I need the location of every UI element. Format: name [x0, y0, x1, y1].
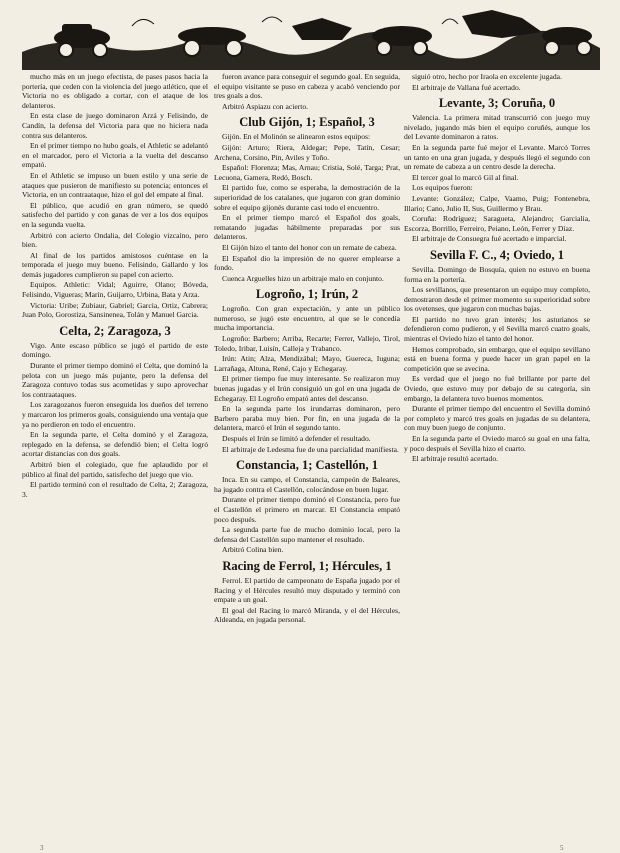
- decorative-banner-illustration: [22, 6, 600, 70]
- article-paragraph: Los zaragozanos fueron enseguida los dueños del terreno y marcaron los primeros goals, consiguiendo una ventaja que ya no perdieron en todo el encuentro.: [22, 400, 208, 429]
- article-paragraph: Hemos comprobado, sin embargo, que el equipo sevillano está en buena forma y puede hacer un gran papel en la competición que se avecina.: [404, 344, 590, 373]
- article-paragraph: Cuenca Arguelles hizo un arbitraje malo en conjunto.: [222, 273, 384, 283]
- article-paragraph: Equipos. Athletic: Vidal; Aguirre, Olano; Bóveda, Felisindo, Vigueras; Marín, Guijarro, Urbina, Bata y Arza.: [22, 280, 208, 300]
- article-paragraph: El partido terminó con el resultado de Celta, 2; Zaragoza, 3.: [22, 480, 208, 499]
- article-paragraph: Coruña: Rodríguez; Saragueta, Alejandro; Garcialia, Escorza, Borrillo, Ferreiro, Peiano, León, Ferrer y Díaz.: [404, 214, 590, 233]
- article-paragraph: En el primer tiempo marcó el Español dos goals, rematando jugadas hábilmente preparadas por sus delanteros.: [214, 213, 400, 242]
- article-paragraph: Gijón. En el Molinón se alinearon estos equipos:: [222, 132, 371, 142]
- column-3: [404, 72, 590, 842]
- article-paragraph: Durante el primer tiempo dominó el Constancia, pero fue el Castellón el primero en marcar. El Constancia empató poco después.: [214, 495, 400, 524]
- article-paragraph: El arbitraje de Ledesma fue de una parcialidad manifiesta.: [222, 444, 399, 454]
- article-paragraph: El Español dio la impresión de no querer emplearse a fondo.: [214, 253, 400, 273]
- article-paragraph: En esta clase de juego dominaron Arzá y Felisindo, de Candín, la defensa del Victoria para que no hiciera nada contra sus delanteros.: [22, 111, 208, 140]
- article-paragraph: Valencia. La primera mitad transcurrió con juego muy nivelado, jugando más bien el equipo coruñés, aunque los del Levante dominaron a ratos.: [404, 113, 590, 142]
- article-paragraph: En la segunda parte fué mejor el Levante. Marcó Torres un tanto en una gran jugada, y después llegó el segundo con un remate de cabeza a un centro desde la derecha.: [404, 142, 590, 172]
- article-paragraph: siguió otro, hecho por Iraola en excelente jugada.: [412, 72, 562, 81]
- article-paragraph: El primer tiempo fue muy interesante. Se realizaron muy buenas jugadas y el Irún consiguió un gol en una jugada de Echegaray. El Logroño empató antes del descanso.: [214, 374, 400, 403]
- article-paragraph: Después el Irún se limitó a defender el resultado.: [222, 434, 371, 443]
- article-paragraph: Inca. En su campo, el Constancia, campeón de Baleares, ha jugado contra el Castellón, colocándose en buen lugar.: [214, 475, 400, 494]
- match-heading: Levante, 3; Coruña, 0: [438, 96, 556, 111]
- article-paragraph: Ferrol. El partido de campeonato de España jugado por el Racing y el Hércules resultó muy disputado y terminó con empate a un goal.: [214, 575, 400, 605]
- article-paragraph: Logroño: Barbero; Arriba, Recarte; Ferrer, Vallejo, Tirol, Toledo, Iribar, Luisín, Calleja y Trabanco.: [214, 334, 400, 353]
- article-paragraph: Los equipos fueron:: [412, 183, 473, 193]
- footer-left-mark: 3: [40, 844, 44, 852]
- article-paragraph: El goal del Racing lo marcó Miranda, y el del Hércules, Aldeanda, en jugada personal.: [214, 605, 400, 625]
- article-paragraph: Durante el primer tiempo del encuentro el Sevilla dominó por completo y marcó tres goals en jugadas de su delantera, con muy buen juego de conjunto.: [404, 404, 590, 433]
- article-paragraph: Irún: Atin; Alza, Mendizábal; Mayo, Guereca, Iuguna; Larrañaga, Altuna, René, Cajo y Echegaray.: [214, 354, 400, 373]
- article-paragraph: Logroño. Con gran expectación, y ante un público numeroso, se jugó este encuentro, al que se le concedía mucha importancia.: [214, 304, 400, 333]
- article-paragraph: El público, que acudió en gran número, se quedó satisfecho del partido y con ganas de ver a los dos equipos en la segunda vuelta.: [22, 200, 208, 229]
- match-heading: Constancia, 1; Castellón, 1: [235, 458, 379, 473]
- article-paragraph: En el primer tiempo no hubo goals, el Athletic se adelantó en el marcador, pero el Victoria a la vuelta del descanso empató.: [22, 141, 208, 170]
- article-paragraph: En la segunda parte los irundarras dominaron, pero Barbero paraba muy bien. Por fin, en una jugada de la delantera, marcó el Irún el segundo tanto.: [214, 404, 400, 433]
- article-paragraph: El partido no tuvo gran interés; los asturianos se defendieron como pudieron, y el Sevilla marcó cuatro goals, mientras el Oviedo hizo el tanto del honor.: [404, 314, 590, 344]
- article-paragraph: Arbitró Aspiazu con acierto.: [222, 101, 309, 111]
- article-paragraph: El arbitraje de Consuegra fué acertado e imparcial.: [412, 234, 567, 244]
- article-paragraph: mucho más en un juego efectista, de pases pasos hacia la portería, que ceden con la violencia del juego atlético, que el Victoria no es obligado a cortar, con el ataque de los delanteros.: [22, 72, 208, 110]
- article-paragraph: Levante: González; Calpe, Vaamo, Puig; Fontenebra, Illario; Cano, Julio II, Sus, Guillermo y Brau.: [404, 193, 590, 213]
- article-paragraph: Español: Florenza; Mas, Arnau; Cristia, Solé, Targa; Prat, Lecuona, Gamera, Redó, Bosch.: [214, 163, 400, 182]
- article-paragraph: Gijón: Arturo; Riera, Aldegar; Pepe, Tatín, Cesar; Archena, Corsino, Pin, Aviles y Toño.: [214, 142, 400, 162]
- article-paragraph: Los sevillanos, que presentaron un equipo muy completo, demostraron desde el primer momento su superioridad sobre los ovetenses, que jugaron con muchas bajas.: [404, 285, 590, 314]
- article-paragraph: Al final de los partidos amistosos cuéntase en la temporada el juego muy bueno. Felisindo, Gallardo y los demás jugadores cumplieron su papel con acierto.: [22, 250, 208, 279]
- match-heading: Logroño, 1; Irún, 2: [255, 287, 359, 302]
- article-paragraph: Vigo. Ante escaso público se jugó el partido de este domingo.: [22, 340, 208, 360]
- match-heading: Celta, 2; Zaragoza, 3: [59, 323, 171, 338]
- article-paragraph: El tercer goal lo marcó Gil al final.: [412, 172, 519, 182]
- match-heading: Sevilla F. C., 4; Oviedo, 1: [430, 247, 564, 262]
- article-paragraph: El partido fue, como se esperaba, la demostración de la superioridad de los catalanes, que jugaron con gran dominio sobre el equipo gijonés durante casi todo el encuentro.: [214, 183, 400, 212]
- column-2: [214, 72, 400, 842]
- match-heading: Club Gijón, 1; Español, 3: [239, 115, 375, 130]
- article-paragraph: Arbitró con acierto Ondalia, del Colegio vizcaíno, pero bien.: [22, 230, 208, 250]
- article-paragraph: Sevilla. Domingo de Bosquía, quien no estuvo en buena forma en la portería.: [404, 264, 590, 284]
- article-paragraph: Victoria: Uribe; Zubiaur, Gabriel; Garcia, Ortiz, Cabrera; Juan Polo, Gorostiza, Sansinenea, Tolán y Manuel Garcia.: [22, 300, 208, 320]
- article-paragraph: El Gijón hizo el tanto del honor con un remate de cabeza.: [222, 242, 397, 252]
- article-paragraph: Es verdad que el juego no fué brillante por parte del Oviedo, que estuvo muy por debajo de su categoría, sin embargo, la delantera tuvo buenos momentos.: [404, 374, 590, 403]
- article-paragraph: Arbitró Colina bien.: [222, 545, 284, 555]
- article-paragraph: El arbitraje de Vallana fué acertado.: [412, 82, 521, 92]
- article-paragraph: El arbitraje resultó acertado.: [412, 454, 499, 464]
- article-paragraph: La segunda parte fue de mucho dominio local, pero la defensa del Castellón supo mantener el resultado.: [214, 525, 400, 544]
- article-paragraph: Arbitró bien el colegiado, que fue aplaudido por el público al final del partido, satisfecho del juego que vio.: [22, 459, 208, 479]
- match-heading: Racing de Ferrol, 1; Hércules, 1: [222, 558, 392, 573]
- footer-right-mark: 5: [560, 844, 564, 852]
- article-paragraph: fueron avance para conseguir el segundo goal. En seguida, el equipo visitante se puso en cabeza y acabó venciendo por tres goals a dos.: [214, 72, 400, 101]
- column-1: [22, 72, 208, 842]
- article-paragraph: En la segunda parte el Oviedo marcó su goal en una falta, y poco después el Sevilla hizo el cuarto.: [404, 434, 590, 453]
- article-paragraph: En la segunda parte, el Celta dominó y el Zaragoza, replegado en la defensa, se defendió bien; el Celta logró acortar distancias con dos goals.: [22, 430, 208, 459]
- article-paragraph: En el Athletic se impuso un buen estilo y una serie de ataques que pusieron de manifiesto su potencia; entonces el Victoria, en un contraataque, hizo el gol del empate al final.: [22, 170, 208, 200]
- article-paragraph: Durante el primer tiempo dominó el Celta, que dominó la pelota con un juego más pujante, pero la defensa del Zaragoza contuvo todas sus acometidas y supo aprovechar los contraataques.: [22, 361, 208, 399]
